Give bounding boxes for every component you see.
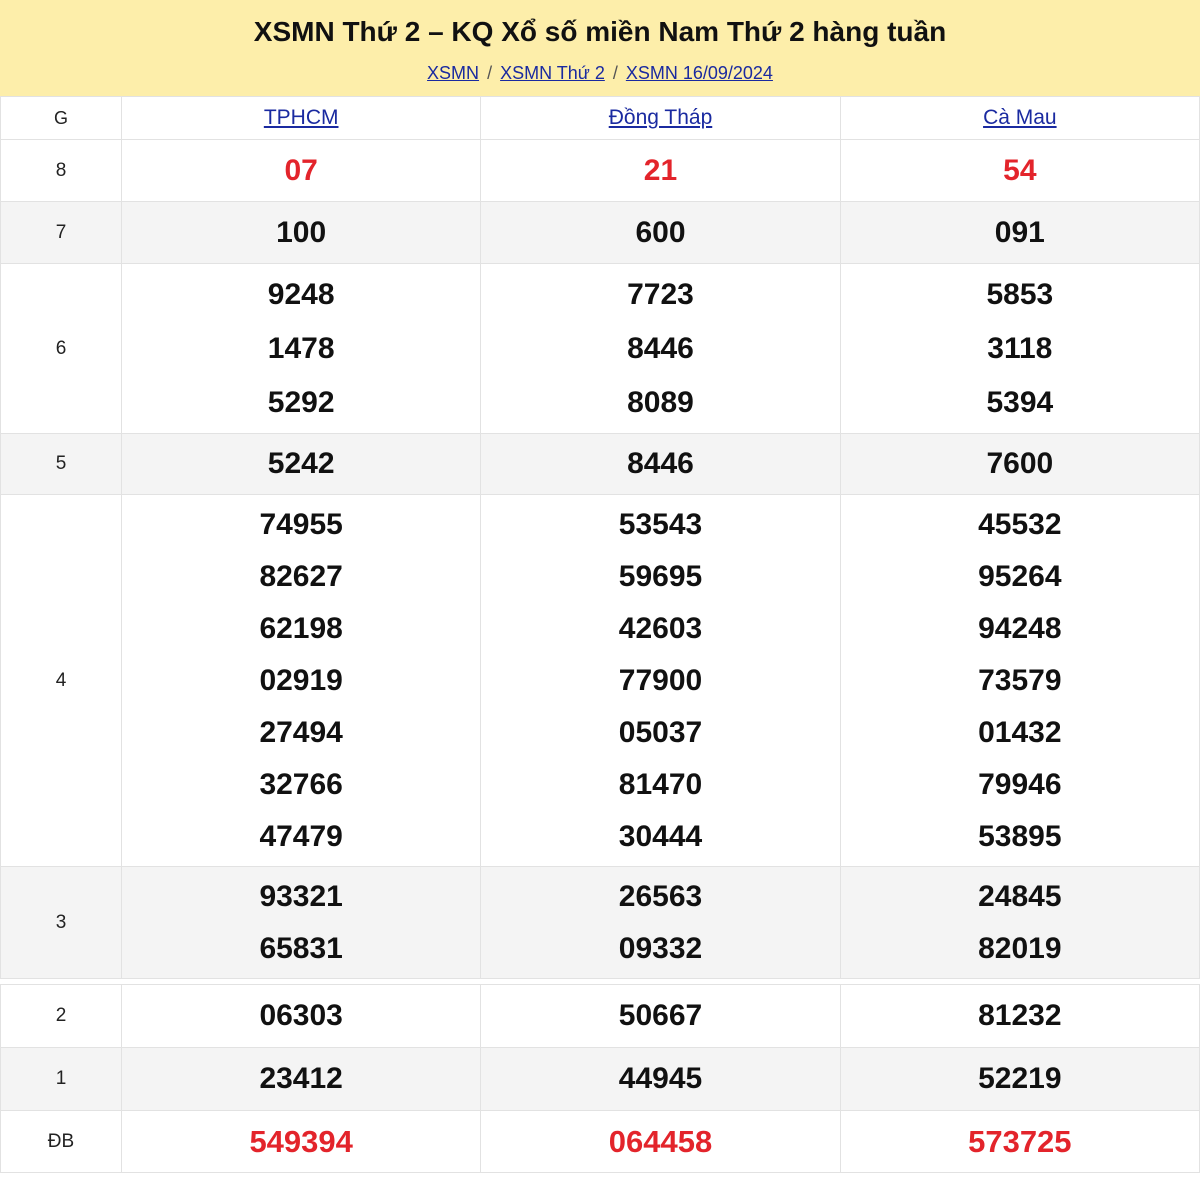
result-cell [122,140,481,202]
result-number: 05037 [618,715,703,749]
result-number: 50667 [618,999,703,1032]
result-number: 44945 [618,1062,703,1095]
result-number: 09332 [618,931,703,965]
province-header-dong-thap [481,97,840,140]
breadcrumb-xsmn-date[interactable]: XSMN 16/09/2024 [625,63,773,83]
table-row-prize-4 [1,495,1200,867]
breadcrumb-xsmn[interactable]: XSMN [427,63,480,83]
province-header-tphcm [122,97,481,140]
result-cell [122,495,481,867]
breadcrumb-xsmn-thu-2[interactable]: XSMN Thứ 2 [500,63,605,83]
result-number: 8089 [627,385,694,419]
result-number: 95264 [978,559,1062,593]
result-number: 02919 [259,663,343,697]
breadcrumb-separator: / [487,63,493,83]
result-number: 091 [994,215,1045,249]
table-row-prize-6 [1,264,1200,434]
result-number: 94248 [978,611,1062,645]
province-link-tphcm[interactable]: TPHCM [263,106,339,129]
result-number: 53895 [978,819,1062,853]
result-number: 3118 [987,331,1053,365]
result-number: 82627 [259,559,343,593]
result-number: 45532 [978,507,1062,541]
result-cell [840,985,1199,1048]
prize-label: 2 [1,985,122,1048]
result-cell [122,264,481,434]
result-cell [481,495,840,867]
table-row-prize-2 [1,985,1200,1048]
special-result-number: 549394 [249,1123,353,1159]
table-row-prize-8 [1,140,1200,202]
result-number: 73579 [978,663,1062,697]
result-number: 600 [635,215,686,249]
special-result-number: 573725 [968,1123,1072,1159]
result-number: 62198 [259,611,343,645]
result-number: 81470 [618,767,703,801]
result-number: 77900 [618,663,703,697]
page-header [0,0,1200,96]
table-row-prize-5 [1,434,1200,495]
result-number: 9248 [267,277,335,311]
result-number: 23412 [259,1062,343,1095]
table-row-special-prize [1,1111,1200,1173]
special-result-number: 064458 [608,1123,713,1159]
result-number: 79946 [978,767,1062,801]
result-number: 5292 [267,385,335,419]
table-header-row [1,97,1200,140]
result-number: 01432 [978,715,1062,749]
result-cell [122,1111,481,1173]
result-cell [481,264,840,434]
result-cell [122,434,481,495]
result-number: 54 [1003,153,1037,187]
result-number: 32766 [259,767,343,801]
prize-label: 7 [1,202,122,264]
result-cell [481,985,840,1048]
result-cell [481,1111,840,1173]
result-number: 21 [643,153,678,187]
result-cell [840,495,1199,867]
result-number: 81232 [978,999,1062,1032]
prize-label: 5 [1,434,122,495]
result-cell [840,434,1199,495]
table-row-prize-1 [1,1048,1200,1111]
table-row-prize-7 [1,202,1200,264]
result-number: 42603 [618,611,703,645]
result-cell [840,867,1199,979]
prize-label: 4 [1,495,122,867]
prize-label: ĐB [1,1111,122,1173]
result-cell [840,264,1199,434]
prize-label: 8 [1,140,122,202]
result-number: 06303 [259,999,343,1032]
result-number: 7723 [627,277,694,311]
result-number: 100 [276,215,327,249]
result-cell [840,140,1199,202]
result-cell [840,1048,1199,1111]
prize-label: 6 [1,264,122,434]
result-number: 8446 [627,331,694,365]
prize-label: 3 [1,867,122,979]
result-number: 24845 [978,879,1062,913]
result-number: 27494 [259,715,343,749]
result-number: 53543 [618,507,703,541]
result-cell [481,140,840,202]
result-cell [840,1111,1199,1173]
result-number: 65831 [259,931,343,965]
prize-column-header: G [1,97,122,140]
result-number: 5394 [986,385,1054,419]
prize-label: 1 [1,1048,122,1111]
result-cell [122,1048,481,1111]
result-number: 8446 [627,447,694,480]
result-number: 93321 [259,879,343,913]
result-cell [481,1048,840,1111]
result-cell [481,867,840,979]
result-number: 07 [284,153,318,187]
province-header-ca-mau [840,97,1199,140]
province-link-ca-mau[interactable]: Cà Mau [983,106,1057,129]
province-link-dong-thap[interactable]: Đồng Tháp [608,106,713,129]
breadcrumb-separator: / [612,63,618,83]
results-table [0,96,1200,1173]
result-number: 7600 [986,447,1054,480]
result-cell [481,202,840,264]
result-cell [481,434,840,495]
page-title: XSMN Thứ 2 – KQ Xổ số miền Nam Thứ 2 hàng tuần [253,16,947,47]
result-number: 1478 [267,331,335,365]
result-cell [122,202,481,264]
result-cell [122,985,481,1048]
result-number: 5853 [986,277,1054,311]
result-number: 30444 [618,819,703,853]
result-number: 5242 [267,447,335,480]
result-number: 26563 [618,879,703,913]
result-number: 74955 [259,507,343,541]
result-number: 52219 [978,1062,1062,1095]
table-row-prize-3 [1,867,1200,979]
result-number: 59695 [618,559,703,593]
result-cell [840,202,1199,264]
result-number: 82019 [978,931,1062,965]
breadcrumb [0,62,1200,84]
result-number: 47479 [259,819,343,853]
result-cell [122,867,481,979]
